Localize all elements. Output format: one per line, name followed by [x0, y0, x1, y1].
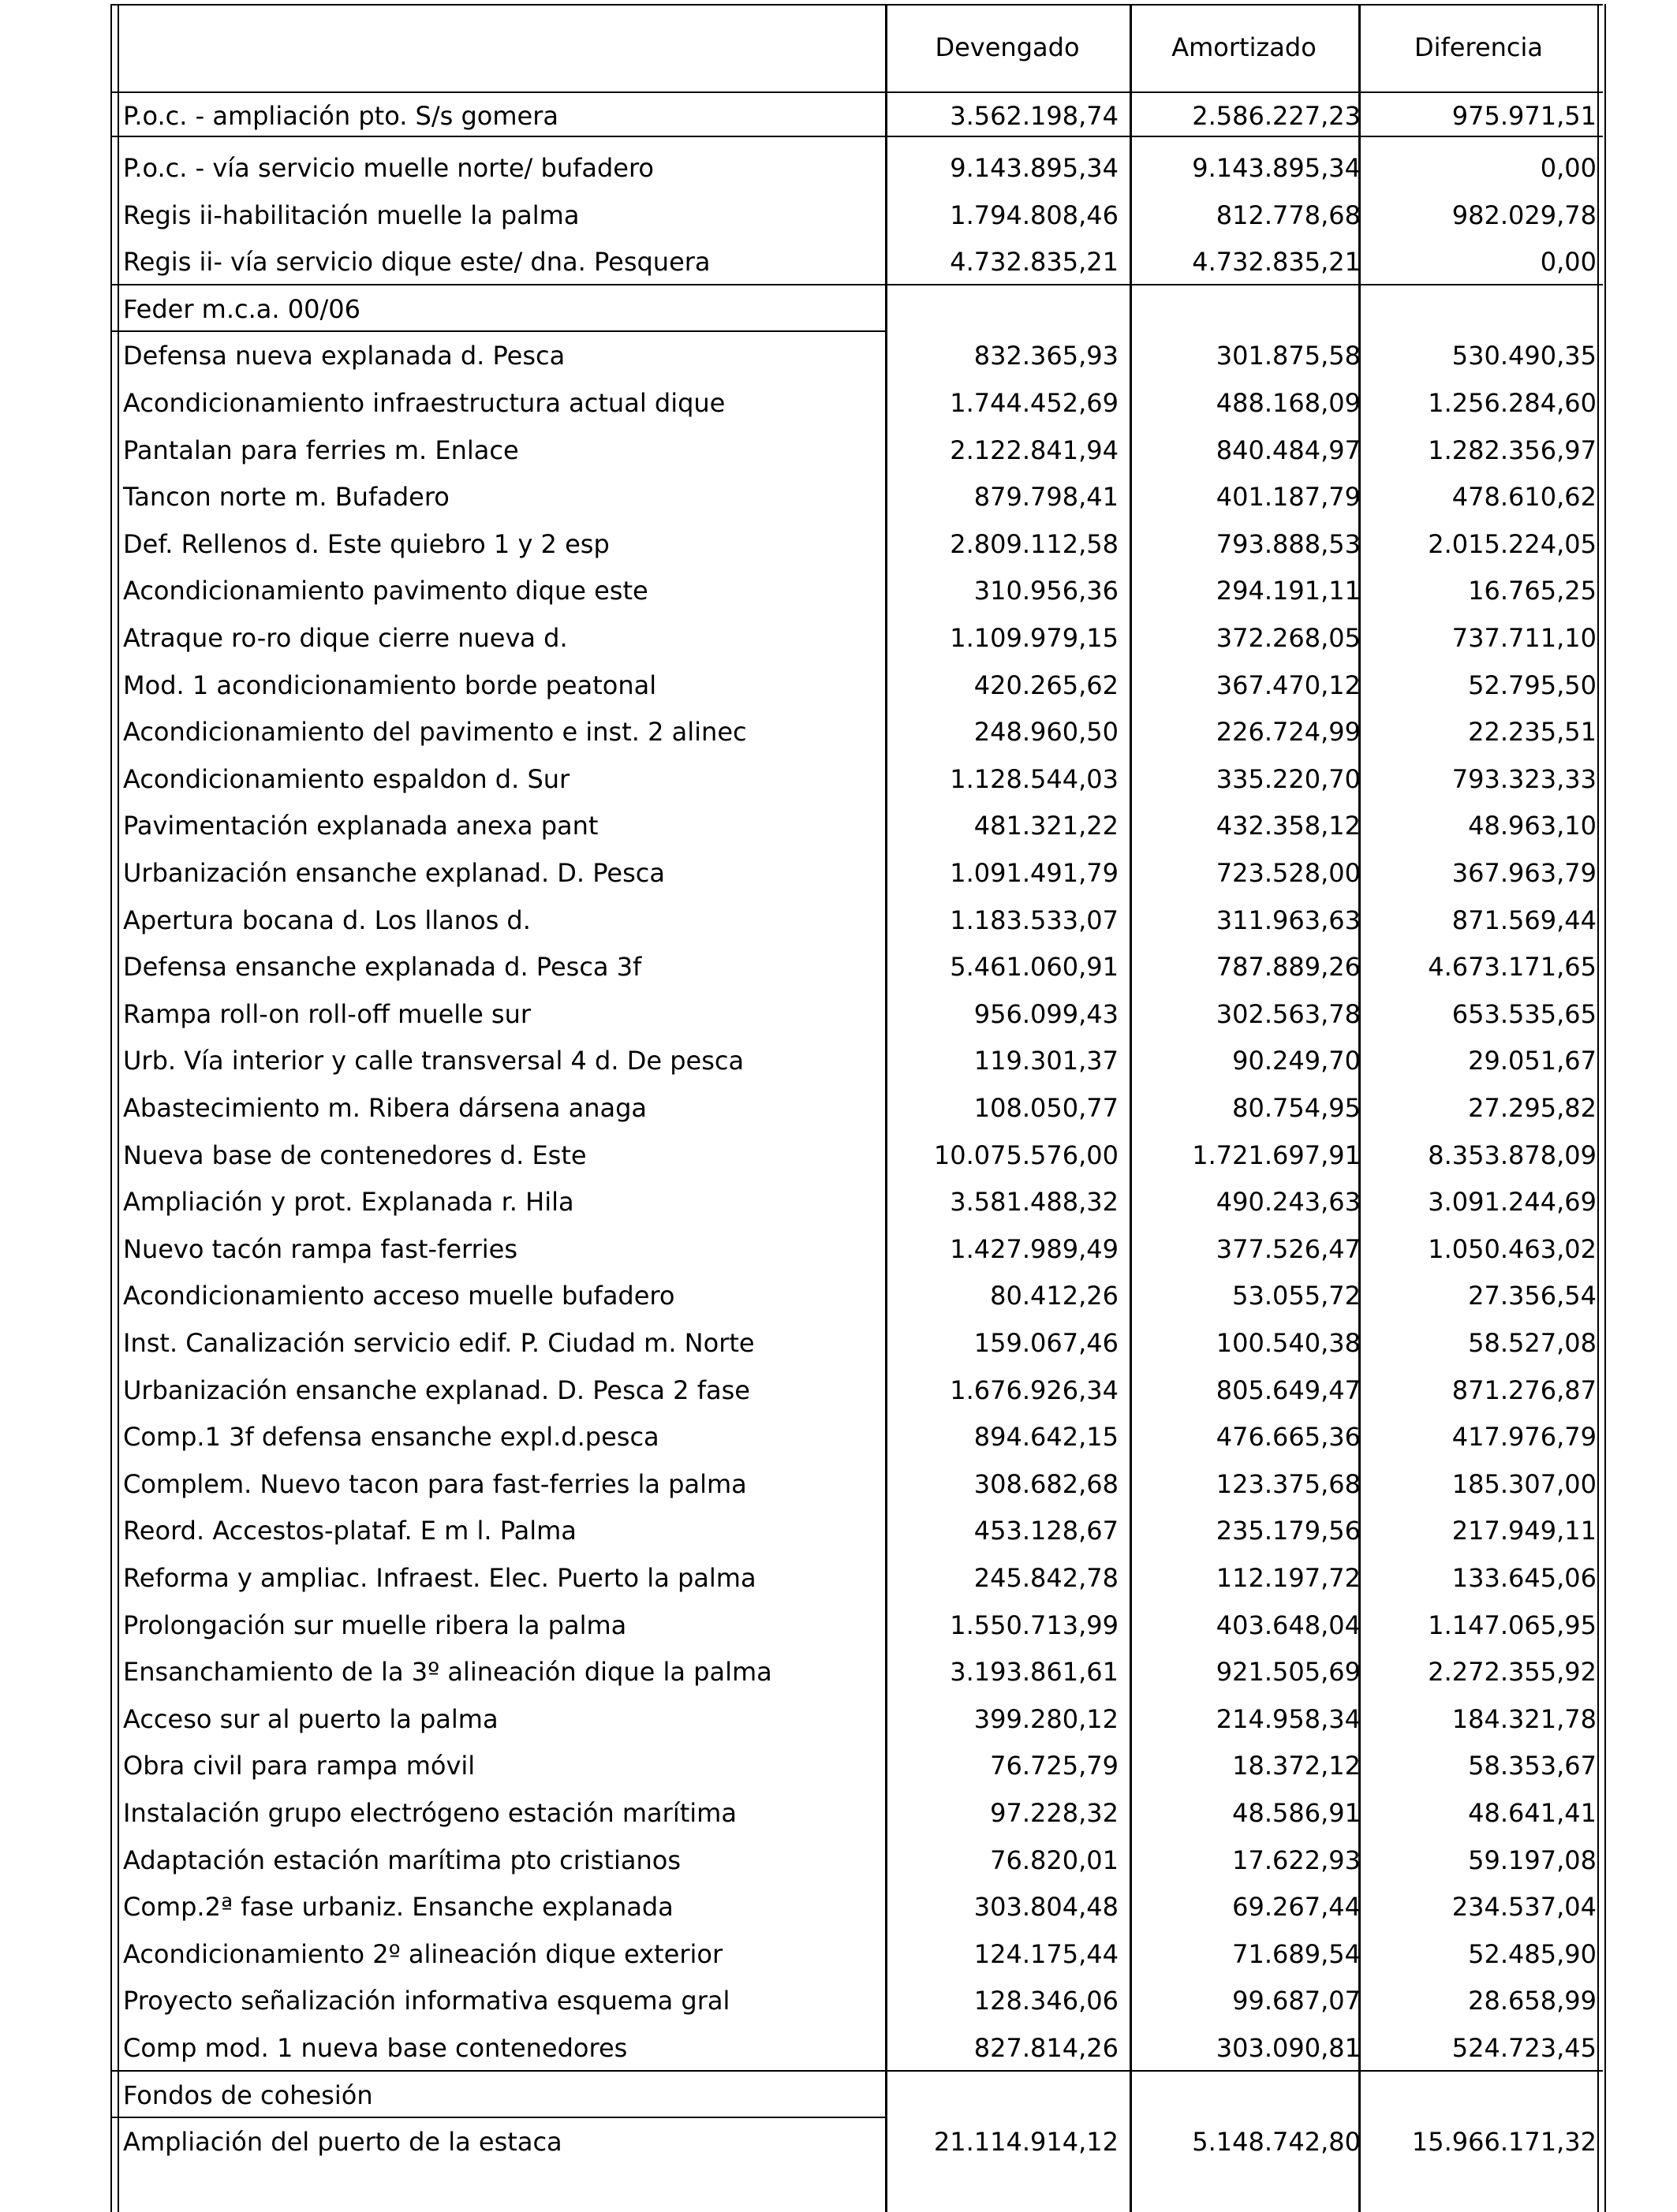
devengado-cell: 399.280,12: [973, 1703, 1119, 1734]
table-row: [110, 1515, 1603, 1546]
table-row: [110, 2126, 1603, 2158]
section-underline: [110, 330, 885, 332]
devengado-cell: 1.183.533,07: [950, 905, 1119, 935]
table-row: [110, 340, 1603, 371]
amortizado-cell: 123.375,68: [1216, 1468, 1361, 1499]
table-row: [110, 575, 1603, 606]
amortizado-cell: 311.963,63: [1216, 905, 1361, 935]
table-row: [110, 857, 1603, 889]
diferencia-cell: 15.966.171,32: [1411, 2127, 1597, 2158]
row-label: Defensa nueva explanada d. Pesca: [123, 341, 566, 371]
table-row: [110, 1468, 1603, 1500]
amortizado-cell: 17.622,93: [1232, 1845, 1361, 1875]
amortizado-cell: 302.563,78: [1216, 998, 1361, 1029]
row-label: P.o.c. - ampliación pto. S/s gomera: [123, 101, 558, 131]
devengado-cell: 1.550.713,99: [950, 1610, 1119, 1640]
devengado-cell: 1.427.989,49: [950, 1233, 1119, 1264]
diferencia-cell: 29.051,67: [1468, 1046, 1597, 1076]
section-underline: [110, 2117, 885, 2118]
row-label: Nueva base de contenedores d. Este: [123, 1140, 587, 1170]
devengado-cell: 420.265,62: [973, 670, 1119, 700]
table-row: [110, 1703, 1603, 1735]
section-row: [110, 293, 1603, 325]
devengado-cell: 894.642,15: [973, 1422, 1119, 1453]
diferencia-cell: 217.949,11: [1451, 1516, 1597, 1546]
table-row: [110, 951, 1603, 983]
diferencia-cell: 48.963,10: [1468, 811, 1597, 841]
diferencia-cell: 367.963,79: [1451, 858, 1597, 888]
amortizado-cell: 5.148.742,80: [1192, 2127, 1361, 2158]
diferencia-cell: 133.645,06: [1451, 1563, 1597, 1593]
table-row: [110, 200, 1603, 231]
amortizado-cell: 235.179,56: [1216, 1516, 1361, 1546]
table-top-border: [110, 4, 1603, 6]
table-row: [110, 810, 1603, 841]
diferencia-cell: 184.321,78: [1451, 1703, 1597, 1734]
table-row: [110, 1891, 1603, 1923]
devengado-cell: 310.956,36: [973, 576, 1119, 606]
row-label: Pantalan para ferries m. Enlace: [123, 435, 519, 465]
row-label: Instalación grupo electrógeno estación marítima: [123, 1798, 737, 1828]
amortizado-cell: 18.372,12: [1232, 1751, 1361, 1781]
row-label: Acondicionamiento del pavimento e inst. 2 alinec: [123, 717, 747, 748]
devengado-cell: 3.581.488,32: [950, 1187, 1119, 1218]
devengado-cell: 879.798,41: [973, 482, 1119, 513]
row-label: Comp.2ª fase urbaniz. Ensanche explanada: [123, 1892, 674, 1923]
row-label: Acondicionamiento pavimento dique este: [123, 576, 648, 606]
row-label: Proyecto señalización informativa esquema gral: [123, 1986, 730, 2016]
table-row: [110, 528, 1603, 560]
devengado-cell: 97.228,32: [990, 1798, 1119, 1828]
devengado-cell: 1.744.452,69: [950, 388, 1119, 418]
diferencia-cell: 478.610,62: [1451, 482, 1597, 513]
diferencia-cell: 27.356,54: [1468, 1281, 1597, 1311]
row-label: Acondicionamiento infraestructura actual dique: [123, 388, 726, 418]
diferencia-cell: 59.197,08: [1468, 1845, 1597, 1875]
row-separator: [110, 136, 1603, 137]
diferencia-cell: 417.976,79: [1451, 1422, 1597, 1453]
row-label: P.o.c. - vía servicio muelle norte/ bufadero: [123, 153, 654, 183]
devengado-cell: 827.814,26: [973, 2033, 1119, 2063]
amortizado-cell: 812.778,68: [1216, 200, 1361, 230]
table-row: [110, 1140, 1603, 1171]
amortizado-cell: 805.649,47: [1216, 1375, 1361, 1405]
amortizado-cell: 793.888,53: [1216, 528, 1361, 559]
row-label: Nuevo tacón rampa fast-ferries: [123, 1233, 517, 1264]
amortizado-cell: 372.268,05: [1216, 623, 1361, 653]
devengado-cell: 5.461.060,91: [950, 952, 1119, 983]
devengado-cell: 76.820,01: [990, 1845, 1119, 1875]
diferencia-cell: 58.353,67: [1468, 1751, 1597, 1781]
diferencia-cell: 737.711,10: [1451, 623, 1597, 653]
table-row: [110, 1845, 1603, 1876]
amortizado-cell: 723.528,00: [1216, 858, 1361, 888]
row-label: Inst. Canalización servicio edif. P. Ciudad m. Norte: [123, 1328, 755, 1358]
table-row: [110, 1562, 1603, 1594]
table-row: [110, 481, 1603, 513]
diferencia-cell: 0,00: [1540, 247, 1597, 278]
table-row: [110, 1092, 1603, 1124]
amortizado-cell: 403.648,04: [1216, 1610, 1361, 1640]
row-label: Defensa ensanche explanada d. Pesca 3f: [123, 952, 642, 983]
amortizado-cell: 840.484,97: [1216, 435, 1361, 465]
devengado-cell: 9.143.895,34: [950, 153, 1119, 183]
devengado-cell: 481.321,22: [973, 811, 1119, 841]
table-row: [110, 905, 1603, 936]
section-row: [110, 2080, 1603, 2111]
amortizado-cell: 488.168,09: [1216, 388, 1361, 418]
row-label: Atraque ro-ro dique cierre nueva d.: [123, 623, 568, 653]
row-label: Reord. Accestos-plataf. E m l. Palma: [123, 1516, 577, 1546]
financial-table: [110, 4, 1603, 2212]
table-row: [110, 387, 1603, 419]
amortizado-cell: 476.665,36: [1216, 1422, 1361, 1453]
devengado-cell: 248.960,50: [973, 717, 1119, 748]
table-row: [110, 1797, 1603, 1829]
row-label: Obra civil para rampa móvil: [123, 1751, 476, 1781]
row-label: Urbanización ensanche explanad. D. Pesca: [123, 858, 665, 888]
devengado-cell: 1.109.979,15: [950, 623, 1119, 653]
diferencia-cell: 48.641,41: [1468, 1798, 1597, 1828]
header-devengado: Devengado: [935, 32, 1080, 62]
amortizado-cell: 214.958,34: [1216, 1703, 1361, 1734]
devengado-cell: 245.842,78: [973, 1563, 1119, 1593]
table-row: [110, 1327, 1603, 1359]
table-row: [110, 716, 1603, 748]
table-row: [110, 622, 1603, 654]
row-label: Regis ii- vía servicio dique este/ dna. Pesquera: [123, 247, 711, 278]
row-label: Acondicionamiento espaldon d. Sur: [123, 763, 570, 794]
amortizado-cell: 401.187,79: [1216, 482, 1361, 513]
amortizado-cell: 9.143.895,34: [1192, 153, 1361, 183]
section-top-border: [110, 284, 1603, 285]
diferencia-cell: 4.673.171,65: [1428, 952, 1597, 983]
table-row: [110, 100, 1603, 132]
row-label: Comp mod. 1 nueva base contenedores: [123, 2033, 628, 2063]
devengado-cell: 1.091.491,79: [950, 858, 1119, 888]
devengado-cell: 2.809.112,58: [950, 528, 1119, 559]
table-row: [110, 435, 1603, 466]
devengado-cell: 4.732.835,21: [950, 247, 1119, 278]
diferencia-cell: 982.029,78: [1451, 200, 1597, 230]
devengado-cell: 956.099,43: [973, 998, 1119, 1029]
diferencia-cell: 185.307,00: [1451, 1468, 1597, 1499]
row-label: Prolongación sur muelle ribera la palma: [123, 1610, 627, 1640]
table-row: [110, 1610, 1603, 1641]
diferencia-cell: 2.015.224,05: [1428, 528, 1597, 559]
amortizado-cell: 226.724,99: [1216, 717, 1361, 748]
diferencia-cell: 0,00: [1540, 153, 1597, 183]
devengado-cell: 76.725,79: [990, 1751, 1119, 1781]
table-row: [110, 246, 1603, 278]
row-label: Urbanización ensanche explanad. D. Pesca 2 fase: [123, 1375, 750, 1405]
section-label: Fondos de cohesión: [123, 2080, 373, 2110]
table-row: [110, 1280, 1603, 1311]
table-row: [110, 1375, 1603, 1406]
devengado-cell: 10.075.576,00: [933, 1140, 1119, 1170]
diferencia-cell: 653.535,65: [1451, 998, 1597, 1029]
amortizado-cell: 48.586,91: [1232, 1798, 1361, 1828]
row-label: Def. Rellenos d. Este quiebro 1 y 2 esp: [123, 528, 610, 559]
header-diferencia: Diferencia: [1414, 32, 1543, 62]
table-row: [110, 1938, 1603, 1970]
row-label: Abastecimiento m. Ribera dársena anaga: [123, 1093, 648, 1123]
row-label: Ampliación del puerto de la estaca: [123, 2127, 562, 2158]
devengado-cell: 1.676.926,34: [950, 1375, 1119, 1405]
diferencia-cell: 1.256.284,60: [1428, 388, 1597, 418]
row-label: Comp.1 3f defensa ensanche expl.d.pesca: [123, 1422, 659, 1453]
table-row: [110, 998, 1603, 1030]
row-label: Ampliación y prot. Explanada r. Hila: [123, 1187, 574, 1218]
diferencia-cell: 1.147.065,95: [1428, 1610, 1597, 1640]
diferencia-cell: 871.569,44: [1451, 905, 1597, 935]
row-label: Ensanchamiento de la 3º alineación dique la palma: [123, 1657, 772, 1688]
amortizado-cell: 69.267,44: [1232, 1892, 1361, 1923]
row-label: Mod. 1 acondicionamiento borde peatonal: [123, 670, 657, 700]
devengado-cell: 159.067,46: [973, 1328, 1119, 1358]
amortizado-cell: 301.875,58: [1216, 341, 1361, 371]
table-row: [110, 1985, 1603, 2016]
row-label: Reforma y ampliac. Infraest. Elec. Puerto la palma: [123, 1563, 756, 1593]
amortizado-cell: 71.689,54: [1232, 1938, 1361, 1969]
amortizado-cell: 80.754,95: [1232, 1093, 1361, 1123]
diferencia-cell: 975.971,51: [1451, 101, 1597, 131]
diferencia-cell: 52.485,90: [1468, 1938, 1597, 1969]
amortizado-cell: 303.090,81: [1216, 2033, 1361, 2063]
devengado-cell: 453.128,67: [973, 1516, 1119, 1546]
diferencia-cell: 28.658,99: [1468, 1986, 1597, 2016]
amortizado-cell: 432.358,12: [1216, 811, 1361, 841]
devengado-cell: 1.128.544,03: [950, 763, 1119, 794]
amortizado-cell: 377.526,47: [1216, 1233, 1361, 1264]
devengado-cell: 1.794.808,46: [950, 200, 1119, 230]
row-label: Apertura bocana d. Los llanos d.: [123, 905, 531, 935]
devengado-cell: 80.412,26: [990, 1281, 1119, 1311]
devengado-cell: 3.193.861,61: [950, 1657, 1119, 1688]
amortizado-cell: 1.721.697,91: [1192, 1140, 1361, 1170]
diferencia-cell: 58.527,08: [1468, 1328, 1597, 1358]
devengado-cell: 108.050,77: [973, 1093, 1119, 1123]
table-row: [110, 670, 1603, 701]
diferencia-cell: 793.323,33: [1451, 763, 1597, 794]
amortizado-cell: 294.191,11: [1216, 576, 1361, 606]
devengado-cell: 119.301,37: [973, 1046, 1119, 1076]
table-row: [110, 152, 1603, 184]
diferencia-cell: 22.235,51: [1468, 717, 1597, 748]
table-row: [110, 1233, 1603, 1265]
amortizado-cell: 90.249,70: [1232, 1046, 1361, 1076]
row-label: Acondicionamiento 2º alineación dique exterior: [123, 1938, 723, 1969]
diferencia-cell: 871.276,87: [1451, 1375, 1597, 1405]
devengado-cell: 21.114.914,12: [933, 2127, 1119, 2158]
section-label: Feder m.c.a. 00/06: [123, 293, 360, 324]
amortizado-cell: 787.889,26: [1216, 952, 1361, 983]
diferencia-cell: 524.723,45: [1451, 2033, 1597, 2063]
row-label: Complem. Nuevo tacon para fast-ferries la palma: [123, 1468, 747, 1499]
diferencia-cell: 52.795,50: [1468, 670, 1597, 700]
table-row: [110, 1186, 1603, 1218]
section-top-border: [110, 2070, 1603, 2072]
amortizado-cell: 367.470,12: [1216, 670, 1361, 700]
devengado-cell: 3.562.198,74: [950, 101, 1119, 131]
devengado-cell: 2.122.841,94: [950, 435, 1119, 465]
diferencia-cell: 1.282.356,97: [1428, 435, 1597, 465]
diferencia-cell: 16.765,25: [1468, 576, 1597, 606]
table-row: [110, 1421, 1603, 1453]
diferencia-cell: 8.353.878,09: [1428, 1140, 1597, 1170]
amortizado-cell: 99.687,07: [1232, 1986, 1361, 2016]
row-label: Pavimentación explanada anexa pant: [123, 811, 599, 841]
amortizado-cell: 112.197,72: [1216, 1563, 1361, 1593]
amortizado-cell: 2.586.227,23: [1192, 101, 1361, 131]
diferencia-cell: 234.537,04: [1451, 1892, 1597, 1923]
amortizado-cell: 490.243,63: [1216, 1187, 1361, 1218]
devengado-cell: 124.175,44: [973, 1938, 1119, 1969]
amortizado-cell: 921.505,69: [1216, 1657, 1361, 1688]
diferencia-cell: 2.272.355,92: [1428, 1657, 1597, 1688]
table-row: [110, 1656, 1603, 1688]
diferencia-cell: 1.050.463,02: [1428, 1233, 1597, 1264]
row-label: Acceso sur al puerto la palma: [123, 1703, 499, 1734]
row-label: Adaptación estación marítima pto cristianos: [123, 1845, 681, 1875]
diferencia-cell: 530.490,35: [1451, 341, 1597, 371]
diferencia-cell: 27.295,82: [1468, 1093, 1597, 1123]
diferencia-cell: 3.091.244,69: [1428, 1187, 1597, 1218]
table-row: [110, 1750, 1603, 1781]
table-row: [110, 1045, 1603, 1076]
devengado-cell: 303.804,48: [973, 1892, 1119, 1923]
header-bottom-border: [110, 91, 1603, 93]
header-amortizado: Amortizado: [1171, 32, 1317, 62]
table-row: [110, 763, 1603, 795]
devengado-cell: 128.346,06: [973, 1986, 1119, 2016]
row-label: Regis ii-habilitación muelle la palma: [123, 200, 580, 230]
devengado-cell: 308.682,68: [973, 1468, 1119, 1499]
amortizado-cell: 4.732.835,21: [1192, 247, 1361, 278]
amortizado-cell: 335.220,70: [1216, 763, 1361, 794]
table-row: [110, 2032, 1603, 2064]
row-label: Urb. Vía interior y calle transversal 4 d. De pesca: [123, 1046, 745, 1076]
devengado-cell: 832.365,93: [973, 341, 1119, 371]
row-label: Acondicionamiento acceso muelle bufadero: [123, 1281, 675, 1311]
amortizado-cell: 53.055,72: [1232, 1281, 1361, 1311]
row-label: Tancon norte m. Bufadero: [123, 482, 450, 513]
amortizado-cell: 100.540,38: [1216, 1328, 1361, 1358]
row-label: Rampa roll-on roll-off muelle sur: [123, 998, 532, 1029]
